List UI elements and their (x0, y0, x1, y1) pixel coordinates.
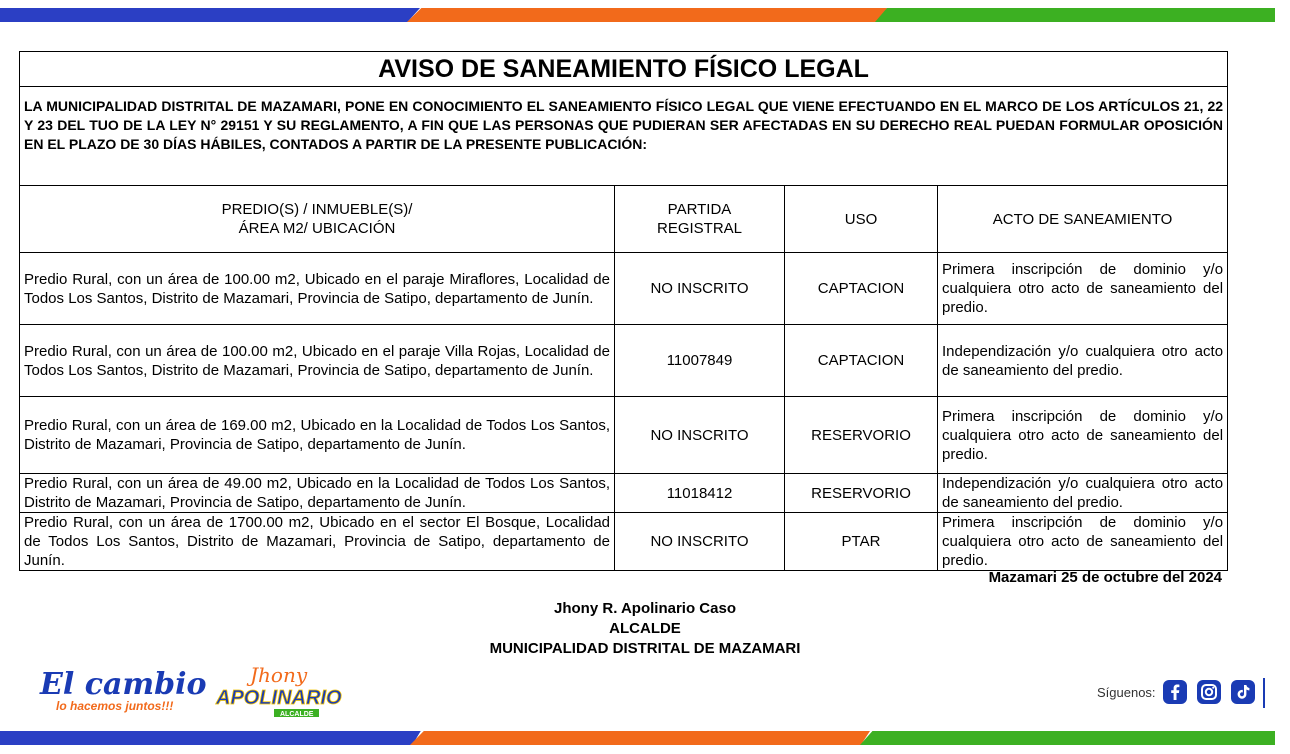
tiktok-icon[interactable] (1231, 680, 1255, 704)
bottom-bar-blue (0, 731, 425, 745)
row-predio: Predio Rural, con un área de 100.00 m2, Ubicado en el paraje Villa Rojas, Localidad de Todos Los Santos, Distrito de Mazamari, Provincia de Satipo, departamento de Junín. (20, 325, 615, 397)
top-bar-blue (0, 8, 420, 22)
social-links (1097, 678, 1272, 710)
row-predio: Predio Rural, con un área de 169.00 m2, Ubicado en la Localidad de Todos Los Santos, Distrito de Mazamari, Provincia de Satipo, departamento de Junín. (20, 397, 615, 474)
header-predio-line1: PREDIO(S) / INMUEBLE(S)/ (221, 201, 413, 218)
instagram-icon[interactable] (1197, 680, 1221, 704)
apolinario-logo (210, 660, 342, 720)
row-acto: Primera inscripción de dominio y/o cualquiera otro acto de saneamiento del predio. (938, 513, 1228, 571)
facebook-icon[interactable] (1163, 680, 1187, 704)
notice-intro (20, 87, 1228, 186)
table-row (20, 474, 1228, 513)
logo-right-role: ALCALDE (280, 711, 314, 718)
signature-block (0, 599, 1290, 659)
signer-org: MUNICIPALIDAD DISTRITAL DE MAZAMARI (489, 640, 801, 657)
table-row (20, 253, 1228, 325)
row-uso: RESERVORIO (785, 474, 938, 513)
signer-role: ALCALDE (609, 620, 681, 637)
row-uso: CAPTACION (785, 253, 938, 325)
row-predio: Predio Rural, con un área de 49.00 m2, Ubicado en la Localidad de Todos Los Santos, Distrito de Mazamari, Provincia de Satipo, departamento de Junín. (20, 474, 615, 513)
header-partida (615, 186, 785, 253)
bottom-bar-green (860, 731, 1275, 745)
row-acto: Primera inscripción de dominio y/o cualquiera otro acto de saneamiento del predio. (938, 397, 1228, 474)
social-label: Síguenos: (1097, 685, 1156, 700)
top-bar-orange (407, 8, 887, 22)
top-bar-green (875, 8, 1275, 22)
bottom-bar-orange (410, 731, 870, 745)
row-partida: 11018412 (615, 474, 785, 513)
logo-right-name: APOLINARIO (216, 687, 342, 709)
logo-left-line1: El cambio (40, 667, 207, 702)
logo-left-line2: lo hacemos juntos!!! (56, 699, 174, 713)
row-partida: NO INSCRITO (615, 397, 785, 474)
table-row (20, 397, 1228, 474)
row-predio: Predio Rural, con un área de 100.00 m2, Ubicado en el paraje Miraflores, Localidad de Todos Los Santos, Distrito de Mazamari, Provincia de Satipo, departamento de Junín. (20, 253, 615, 325)
row-predio: Predio Rural, con un área de 1700.00 m2, Ubicado en el sector El Bosque, Localidad de Todos Los Santos, Distrito de Mazamari, Provincia de Satipo, departamento de Junín. (20, 513, 615, 571)
row-acto: Independización y/o cualquiera otro acto de saneamiento del predio. (938, 325, 1228, 397)
table-row (20, 513, 1228, 571)
header-partida-line2: REGISTRAL (656, 220, 743, 237)
header-predio-line2: ÁREA M2/ UBICACIÓN (238, 220, 396, 237)
notice-table (19, 51, 1228, 571)
header-predio (20, 186, 615, 253)
row-acto: Primera inscripción de dominio y/o cualquiera otro acto de saneamiento del predio. (938, 253, 1228, 325)
notice-title: AVISO DE SANEAMIENTO FÍSICO LEGAL (20, 52, 1228, 87)
table-row (20, 325, 1228, 397)
row-partida: NO INSCRITO (615, 253, 785, 325)
row-acto: Independización y/o cualquiera otro acto de saneamiento del predio. (938, 474, 1228, 513)
row-partida: NO INSCRITO (615, 513, 785, 571)
table-header-row (20, 186, 1228, 253)
el-cambio-logo (38, 660, 207, 720)
header-acto: ACTO DE SANEAMIENTO (938, 186, 1228, 253)
header-uso: USO (785, 186, 938, 253)
social-divider (1263, 678, 1265, 708)
header-partida-line1: PARTIDA (667, 201, 732, 218)
bottom-color-bar (0, 731, 1275, 745)
signer-name: Jhony R. Apolinario Caso (554, 600, 736, 617)
row-uso: PTAR (785, 513, 938, 571)
row-uso: RESERVORIO (785, 397, 938, 474)
top-color-bar (0, 8, 1275, 22)
publication-date: Mazamari 25 de octubre del 2024 (988, 569, 1222, 586)
row-uso: CAPTACION (785, 325, 938, 397)
row-partida: 11007849 (615, 325, 785, 397)
notice-intro-text: LA MUNICIPALIDAD DISTRITAL DE MAZAMARI, PONE EN CONOCIMIENTO EL SANEAMIENTO FÍSICO LEGAL QUE VIENE EFECTUANDO EN EL MARCO DE LOS ARTÍCULOS 21, 22 Y 23 DEL TUO DE LA LEY N° 29151 Y SU REGLAMENTO, A FIN QUE LAS PERSONAS QUE PUDIERAN SER AFECTADAS EN SU DERECHO REAL PUEDAN FORMULAR OPOSICIÓN EN EL PLAZO DE 30 DÍAS HÁBILES, CONTADOS A PARTIR DE LA PRESENTE PUBLICACIÓN: (24, 97, 1224, 152)
logo-right-script: Jhony (250, 663, 308, 687)
